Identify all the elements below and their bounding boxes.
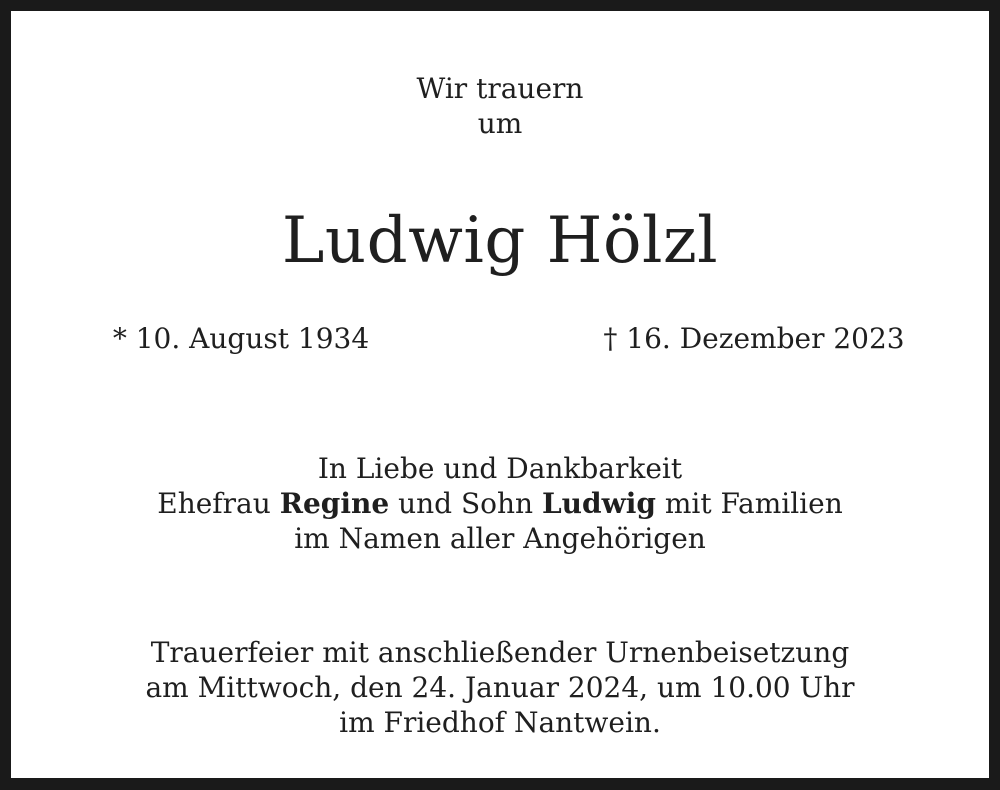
bereaved-son-prefix: und Sohn	[389, 487, 542, 520]
birth-date: * 10. August 1934	[112, 322, 370, 355]
intro-line-1: Wir trauern	[416, 72, 584, 105]
deceased-name: Ludwig Hölzl	[281, 204, 719, 278]
bereaved-line-2	[11, 486, 989, 521]
death-date: † 16. Dezember 2023	[603, 322, 905, 355]
bereaved-wife-name: Regine	[279, 487, 390, 520]
intro-line-2: um	[477, 107, 523, 140]
bereaved-families: mit Familien	[655, 487, 843, 520]
intro-text	[11, 71, 989, 141]
service-line-2: am Mittwoch, den 24. Januar 2024, um 10.00 Uhr	[145, 671, 855, 704]
service-line-1: Trauerfeier mit anschließender Urnenbeisetzung	[150, 636, 850, 669]
bereaved-line-1: In Liebe und Dankbarkeit	[317, 452, 683, 485]
bereaved-block	[11, 451, 989, 556]
bereaved-son-name: Ludwig	[541, 487, 656, 520]
service-info	[11, 635, 989, 740]
service-line-3: im Friedhof Nantwein.	[339, 706, 661, 739]
bereaved-wife-prefix: Ehefrau	[157, 487, 280, 520]
bereaved-line-3: im Namen aller Angehörigen	[294, 522, 706, 555]
